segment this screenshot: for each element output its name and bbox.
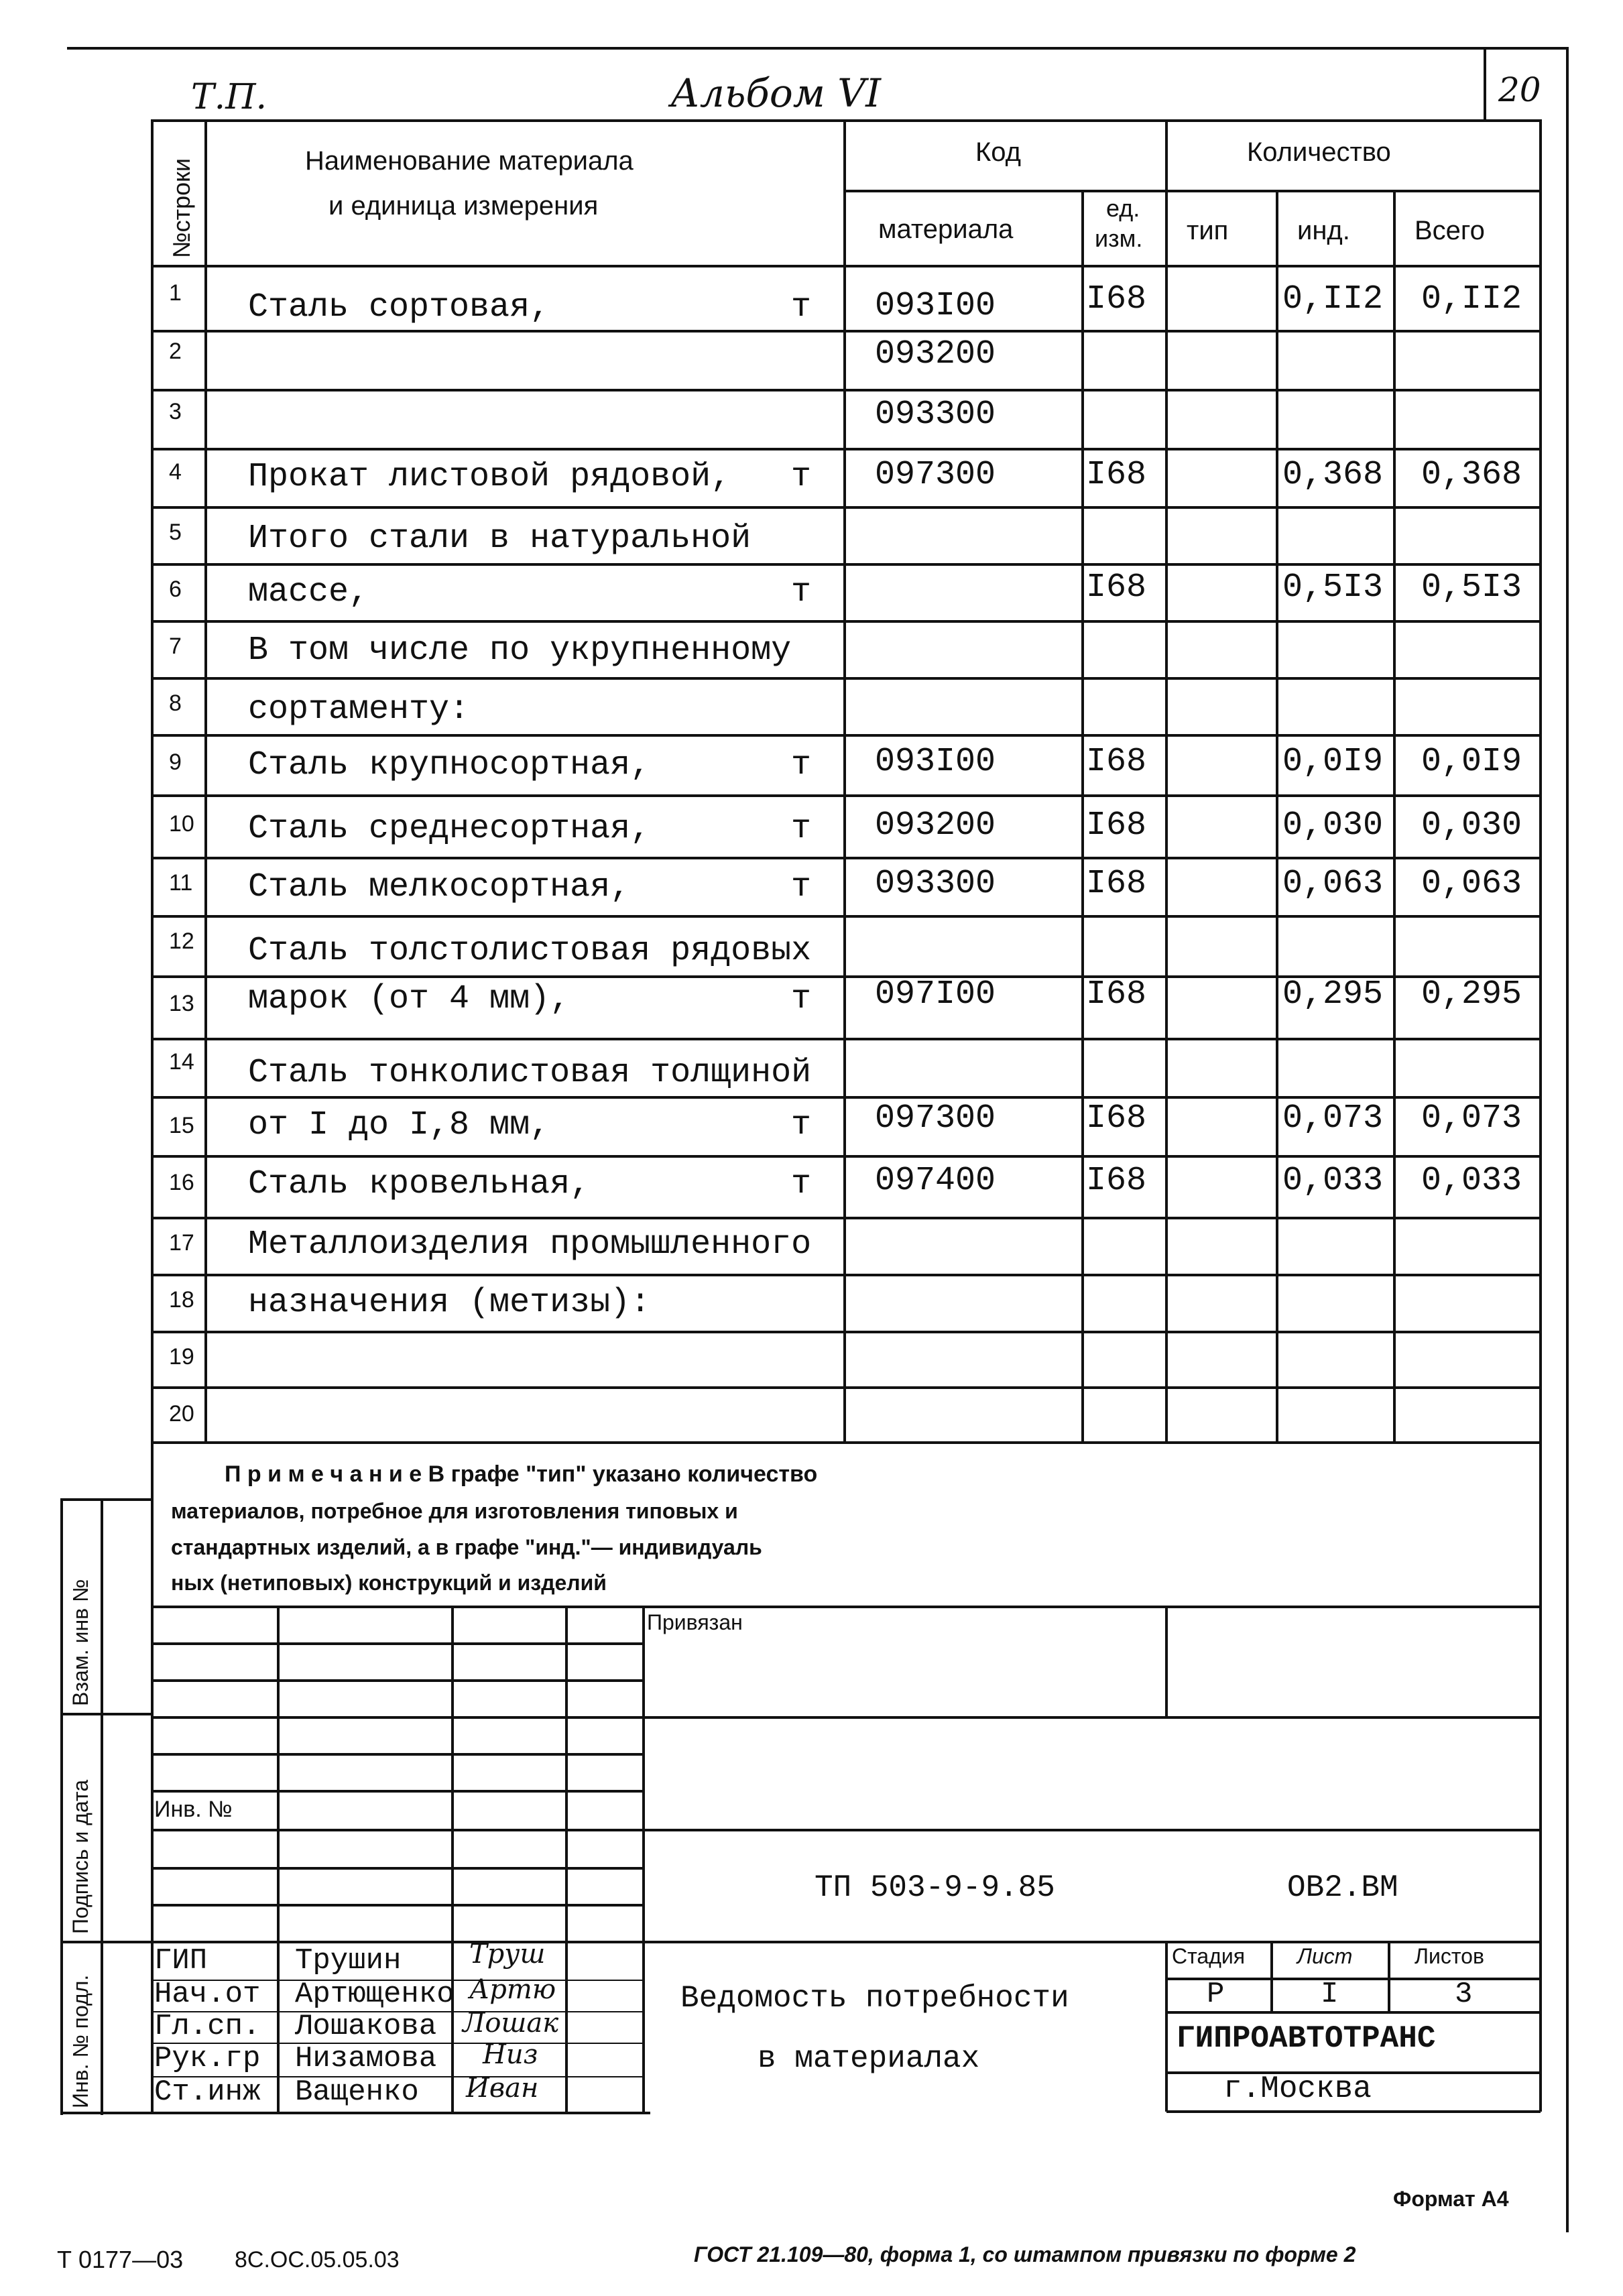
row-number: 11 bbox=[169, 870, 193, 896]
row-name: Металлоизделия промышленного bbox=[248, 1225, 812, 1264]
note-line-3: стандартных изделий, а в графе "инд."— индивидуаль bbox=[171, 1535, 762, 1559]
col-sep-unit bbox=[1081, 190, 1084, 1443]
row-code: 093200 bbox=[875, 335, 996, 373]
podpis-data-label: Подпись и дата bbox=[68, 1779, 93, 1934]
organization-name: ГИПРОАВТОТРАНС bbox=[1177, 2021, 1436, 2056]
row-code: 097400 bbox=[875, 1162, 996, 1200]
doc-code-primary: ТП 503-9-9.85 bbox=[815, 1870, 1055, 1905]
row-ind: 0,033 bbox=[1282, 1162, 1384, 1200]
row-number: 10 bbox=[169, 811, 194, 837]
top-border bbox=[67, 47, 1569, 50]
row-unit-code: I68 bbox=[1086, 568, 1147, 607]
format-label: Формат А4 bbox=[1393, 2187, 1509, 2211]
row-unit-code: I68 bbox=[1086, 456, 1147, 494]
row-total: 0,5I3 bbox=[1421, 568, 1522, 607]
col-sep-qty bbox=[1165, 119, 1168, 1443]
stadia-value: Р bbox=[1207, 1978, 1225, 2011]
table-right-line bbox=[1539, 119, 1542, 1460]
privyazan-label: Привязан bbox=[647, 1610, 743, 1634]
side-strip-bottom bbox=[60, 2112, 650, 2114]
row-number: 5 bbox=[169, 520, 182, 545]
row-number-header: №строки bbox=[168, 158, 195, 258]
row-unit: т bbox=[791, 1106, 812, 1144]
row-number: 17 bbox=[169, 1230, 194, 1256]
row-name: Прокат листовой рядовой, bbox=[248, 458, 731, 496]
row-ind: 0,0I9 bbox=[1282, 743, 1384, 781]
signature: Труш bbox=[469, 1939, 546, 1970]
row-name: В том числе по укрупненному bbox=[248, 631, 792, 670]
signature: Лошак bbox=[463, 2008, 559, 2039]
person-name: Ващенко bbox=[295, 2075, 419, 2109]
row-number: 16 bbox=[169, 1170, 194, 1195]
row-number: 7 bbox=[169, 633, 182, 659]
row-unit: т bbox=[791, 458, 812, 496]
signature: Иван bbox=[466, 2073, 539, 2104]
album-label: Альбом VI bbox=[670, 70, 882, 116]
row-ind: 0,II2 bbox=[1282, 280, 1384, 318]
row-number: 1 bbox=[169, 280, 182, 306]
code-header: Код bbox=[975, 137, 1022, 167]
row-unit-code: I68 bbox=[1086, 975, 1147, 1014]
role-label: ГИП bbox=[154, 1944, 208, 1978]
row-name: Сталь тонколистовая толщиной bbox=[248, 1054, 812, 1092]
col-sep-name bbox=[204, 119, 207, 1443]
role-label: Рук.гр bbox=[154, 2042, 261, 2075]
row-number: 14 bbox=[169, 1049, 194, 1075]
row-number: 2 bbox=[169, 339, 182, 364]
quantity-header: Количество bbox=[1247, 137, 1391, 167]
row-code: 097300 bbox=[875, 456, 996, 494]
row-total: 0,0I9 bbox=[1421, 743, 1522, 781]
person-name: Низамова bbox=[295, 2042, 437, 2075]
role-label: Нач.от bbox=[154, 1978, 261, 2011]
row-name: от I до I,8 мм, bbox=[248, 1106, 550, 1144]
row-number: 12 bbox=[169, 928, 194, 954]
row-number: 15 bbox=[169, 1113, 194, 1138]
row-ind: 0,073 bbox=[1282, 1099, 1384, 1138]
col-sep-total bbox=[1393, 190, 1396, 1443]
row-code: 093I00 bbox=[875, 743, 996, 781]
row-code: 093I00 bbox=[875, 287, 996, 325]
ind-header: инд. bbox=[1297, 216, 1350, 245]
unit-header-2: изм. bbox=[1095, 225, 1143, 252]
signature: Низ bbox=[483, 2039, 538, 2070]
side-strip-div-1 bbox=[60, 1713, 151, 1715]
city-name: г.Москва bbox=[1223, 2071, 1372, 2106]
side-strip-mid bbox=[101, 1498, 103, 2115]
col-sep-code bbox=[843, 119, 846, 1443]
row-number: 4 bbox=[169, 459, 182, 485]
table-left-line bbox=[151, 119, 154, 2112]
person-name: Трушин bbox=[295, 1944, 402, 1978]
row-unit-code: I68 bbox=[1086, 743, 1147, 781]
page-number: 20 bbox=[1498, 70, 1541, 109]
list-value: I bbox=[1321, 1978, 1339, 2011]
row-code: 097300 bbox=[875, 1099, 996, 1138]
row-unit: т bbox=[791, 1165, 812, 1203]
side-strip-left bbox=[60, 1498, 63, 2115]
row-ind: 0,295 bbox=[1282, 975, 1384, 1014]
row-total: 0,063 bbox=[1421, 865, 1522, 903]
person-name: Артющенко bbox=[295, 1978, 455, 2011]
row-total: 0,073 bbox=[1421, 1099, 1522, 1138]
right-border bbox=[1566, 47, 1569, 2232]
row-total: 0,030 bbox=[1421, 806, 1522, 845]
row-ind: 0,5I3 bbox=[1282, 568, 1384, 607]
row-total: 0,295 bbox=[1421, 975, 1522, 1014]
row-total: 0,368 bbox=[1421, 456, 1522, 494]
row-unit-code: I68 bbox=[1086, 865, 1147, 903]
row-code: 097I00 bbox=[875, 975, 996, 1014]
name-header-2: и единица измерения bbox=[328, 191, 599, 221]
code-material-header: материала bbox=[878, 215, 1014, 244]
row-unit: т bbox=[791, 868, 812, 906]
row-number: 6 bbox=[169, 577, 182, 602]
page-number-box-left bbox=[1484, 47, 1486, 121]
row-name: Сталь крупносортная, bbox=[248, 746, 651, 784]
row-unit-code: I68 bbox=[1086, 280, 1147, 318]
role-label: Гл.сп. bbox=[154, 2010, 261, 2043]
doc-title-2: в материалах bbox=[758, 2041, 980, 2076]
inv-no-label: Инв. № bbox=[154, 1797, 233, 1822]
row-ind: 0,063 bbox=[1282, 865, 1384, 903]
row-number: 8 bbox=[169, 690, 182, 716]
table-top-line bbox=[151, 119, 1542, 122]
series-label: Т.П. bbox=[191, 77, 267, 117]
person-name: Лошакова bbox=[295, 2010, 437, 2043]
row-code: 093300 bbox=[875, 396, 996, 434]
role-label: Ст.инж bbox=[154, 2075, 261, 2109]
row-ind: 0,368 bbox=[1282, 456, 1384, 494]
row-name: Итого стали в натуральной bbox=[248, 520, 752, 558]
listov-value: 3 bbox=[1455, 1978, 1473, 2011]
row-unit: т bbox=[791, 573, 812, 611]
row-unit: т bbox=[791, 288, 812, 326]
row-number: 13 bbox=[169, 991, 194, 1016]
signature: Артю bbox=[469, 1974, 556, 2005]
row-name: Сталь мелкосортная, bbox=[248, 868, 631, 906]
row-name: марок (от 4 мм), bbox=[248, 980, 570, 1018]
row-name: Сталь сортовая, bbox=[248, 288, 550, 326]
list-label: Лист bbox=[1297, 1944, 1353, 1968]
row-code: 093300 bbox=[875, 865, 996, 903]
doc-title-1: Ведомость потребности bbox=[680, 1981, 1069, 2016]
type-header: тип bbox=[1187, 216, 1229, 245]
gost-reference: ГОСТ 21.109—80, форма 1, со штампом привязки по форме 2 bbox=[694, 2242, 1356, 2267]
row-name: массе, bbox=[248, 573, 369, 611]
footer-code-1: Т 0177—03 bbox=[57, 2246, 184, 2273]
row-name: сортаменту: bbox=[248, 690, 470, 729]
note-line-4: ных (нетиповых) конструкций и изделий bbox=[171, 1571, 607, 1595]
row-ind: 0,030 bbox=[1282, 806, 1384, 845]
row-number: 20 bbox=[169, 1401, 194, 1427]
row-unit: т bbox=[791, 746, 812, 784]
note-line-1: П р и м е ч а н и е В графе "тип" указано количество bbox=[225, 1461, 818, 1487]
header-divider-upper bbox=[843, 190, 1541, 192]
row-total: 0,033 bbox=[1421, 1162, 1522, 1200]
side-strip-top bbox=[60, 1498, 151, 1501]
row-number: 3 bbox=[169, 399, 182, 424]
name-header: Наименование материала bbox=[305, 146, 634, 176]
listov-label: Листов bbox=[1415, 1944, 1484, 1968]
unit-header-1: ед. bbox=[1106, 194, 1140, 222]
row-unit-code: I68 bbox=[1086, 1099, 1147, 1138]
row-name: назначения (метизы): bbox=[248, 1284, 651, 1322]
row-unit-code: I68 bbox=[1086, 806, 1147, 845]
footer-code-2: 8С.ОС.05.05.03 bbox=[235, 2247, 400, 2273]
row-code: 093200 bbox=[875, 806, 996, 845]
row-total: 0,II2 bbox=[1421, 280, 1522, 318]
row-number: 9 bbox=[169, 749, 182, 775]
row-unit: т bbox=[791, 810, 812, 848]
row-name: Сталь толстолистовая рядовых bbox=[248, 932, 812, 970]
stadia-label: Стадия bbox=[1172, 1944, 1246, 1968]
col-sep-ind bbox=[1276, 190, 1278, 1443]
row-number: 18 bbox=[169, 1287, 194, 1313]
row-unit-code: I68 bbox=[1086, 1162, 1147, 1200]
doc-code-secondary: ОВ2.ВМ bbox=[1287, 1870, 1398, 1905]
row-name: Сталь кровельная, bbox=[248, 1165, 591, 1203]
row-name: Сталь среднесортная, bbox=[248, 810, 651, 848]
side-strip-div-2 bbox=[60, 1941, 151, 1943]
total-header: Всего bbox=[1415, 216, 1485, 245]
row-unit: т bbox=[791, 980, 812, 1018]
vzam-inv-label: Взам. инв № bbox=[68, 1579, 93, 1706]
row-number: 19 bbox=[169, 1344, 194, 1370]
inv-podl-label: Инв. № подл. bbox=[68, 1974, 93, 2108]
note-line-2: материалов, потребное для изготовления типовых и bbox=[171, 1499, 738, 1523]
